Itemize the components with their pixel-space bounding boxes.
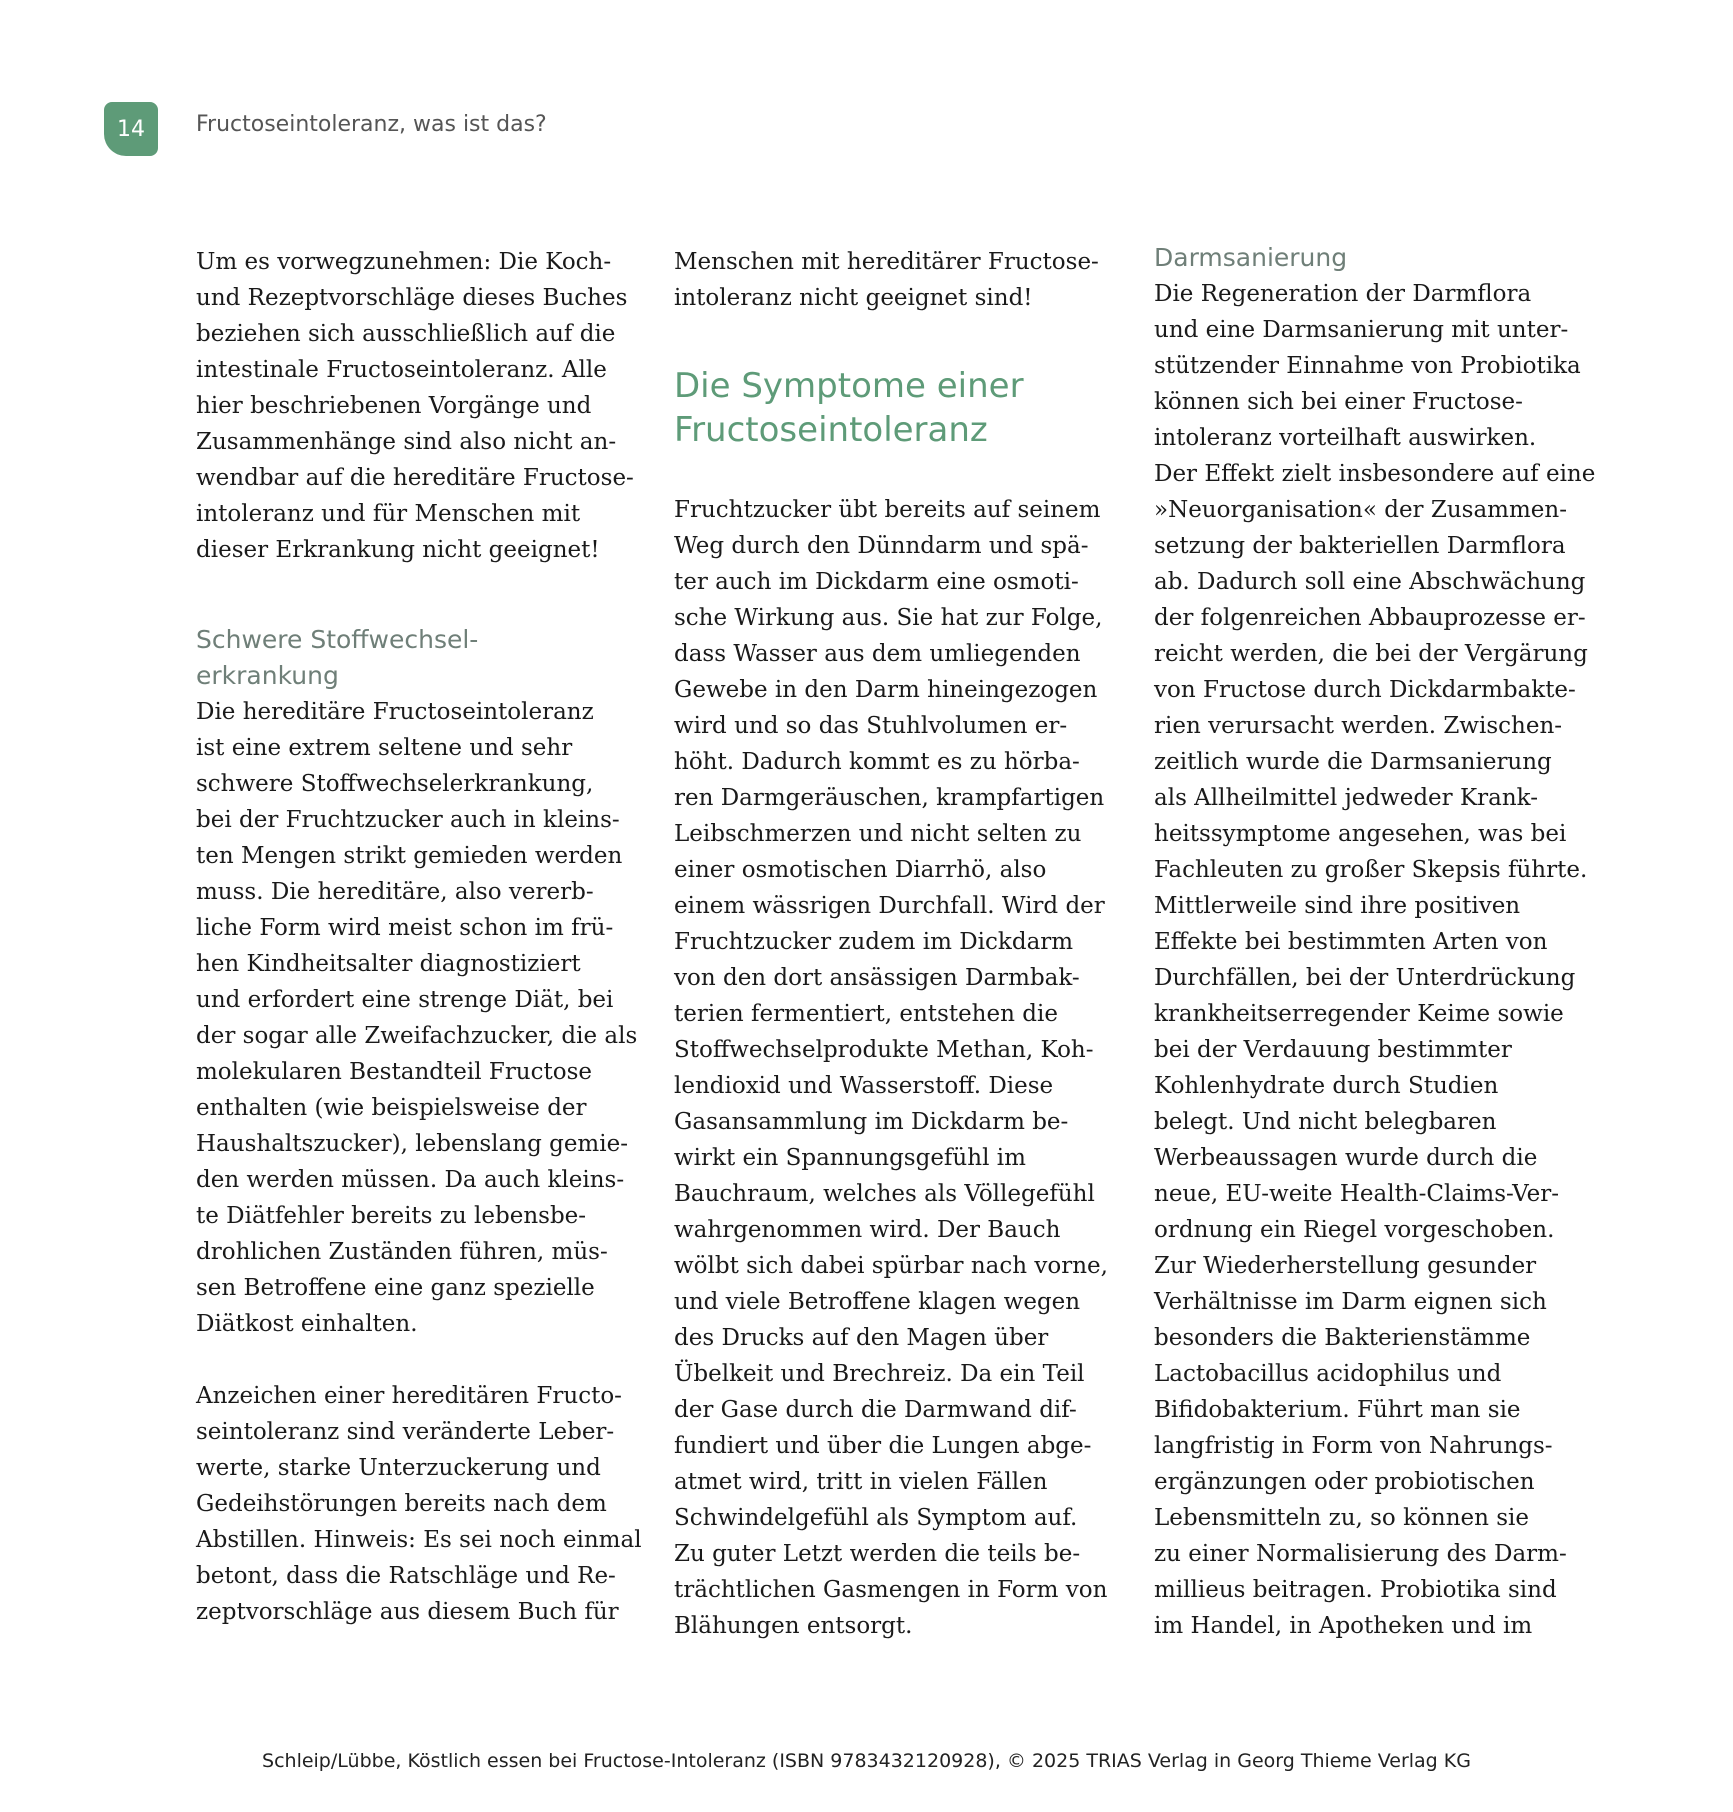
text-line: Übelkeit und Brechreiz. Da ein Teil: [674, 1361, 1085, 1387]
text-line: dieser Erkrankung nicht geeignet!: [196, 537, 600, 563]
text-line: beziehen sich ausschließlich auf die: [196, 321, 616, 347]
text-line: Bifidobakterium. Führt man sie: [1154, 1397, 1521, 1423]
text-line: Fachleuten zu großer Skepsis führte.: [1154, 857, 1588, 883]
text-line: dass Wasser aus dem umliegenden: [674, 641, 1081, 667]
text-line: Menschen mit hereditärer Fructose-: [674, 249, 1099, 275]
text-line: te Diätfehler bereits zu lebensbe-: [196, 1203, 587, 1229]
text-line: Anzeichen einer hereditären Fructo-: [196, 1383, 622, 1409]
running-head: Fructoseintoleranz, was ist das?: [196, 112, 547, 137]
text-line: rien verursacht werden. Zwischen-: [1154, 713, 1563, 739]
text-line: Kohlenhydrate durch Studien: [1154, 1073, 1499, 1099]
page-number: 14: [117, 116, 145, 142]
text-line: ren Darmgeräuschen, krampfartigen: [674, 785, 1105, 811]
symptoms-paragraph: [196, 1378, 642, 1630]
continued-paragraph: [674, 244, 1104, 316]
text-line: werte, starke Unterzuckerung und: [196, 1455, 601, 1481]
text-line: wirkt ein Spannungsgefühl im: [674, 1145, 1026, 1171]
text-line: Die Symptome einer: [674, 366, 1024, 406]
text-line: ter auch im Dickdarm eine osmoti-: [674, 569, 1079, 595]
text-line: bei der Fruchtzucker auch in kleins-: [196, 807, 620, 833]
text-line: Um es vorwegzunehmen: Die Koch-: [196, 249, 612, 275]
hereditary-paragraph: [196, 694, 638, 1342]
text-line: Fructoseintoleranz: [674, 410, 988, 450]
text-line: zeptvorschläge aus diesem Buch für: [196, 1599, 619, 1625]
text-line: intoleranz nicht geeignet sind!: [674, 285, 1033, 311]
text-line: der Gase durch die Darmwand dif-: [674, 1397, 1077, 1423]
text-line: Zusammenhänge sind also nicht an-: [196, 429, 617, 455]
text-line: höht. Dadurch kommt es zu hörba-: [674, 749, 1080, 775]
text-line: krankheitserregender Keime sowie: [1154, 1001, 1564, 1027]
text-line: molekularen Bestandteil Fructose: [196, 1059, 593, 1085]
text-line: und Rezeptvorschläge dieses Buches: [196, 285, 628, 311]
text-line: fundiert und über die Lungen abge-: [674, 1433, 1092, 1459]
text-line: Gasansammlung im Dickdarm be-: [674, 1109, 1069, 1135]
text-line: Zu guter Letzt werden die teils be-: [674, 1541, 1081, 1567]
text-line: und viele Betroffene klagen wegen: [674, 1289, 1081, 1315]
column-3: [1154, 240, 1596, 1644]
text-line: intoleranz vorteilhaft auswirken.: [1154, 425, 1537, 451]
text-line: Schwindelgefühl als Symptom auf.: [674, 1505, 1078, 1531]
text-line: Abstillen. Hinweis: Es sei noch einmal: [196, 1527, 642, 1553]
text-line: Stoffwechselprodukte Methan, Koh-: [674, 1037, 1094, 1063]
text-line: der folgenreichen Abbauprozesse er-: [1154, 605, 1586, 631]
text-line: Zur Wiederherstellung gesunder: [1154, 1253, 1537, 1279]
text-line: Fruchtzucker zudem im Dickdarm: [674, 929, 1074, 955]
text-line: erkrankung: [196, 661, 339, 690]
text-line: intestinale Fructoseintoleranz. Alle: [196, 357, 607, 383]
section-title-symptome: [674, 364, 1104, 452]
text-line: sche Wirkung aus. Sie hat zur Folge,: [674, 605, 1103, 631]
column-1: [196, 244, 642, 1630]
text-line: im Handel, in Apotheken und im: [1154, 1613, 1533, 1639]
text-line: einer osmotischen Diarrhö, also: [674, 857, 1047, 883]
text-line: heitssymptome angesehen, was bei: [1154, 821, 1567, 847]
text-line: wahrgenommen wird. Der Bauch: [674, 1217, 1061, 1243]
text-line: enthalten (wie beispielsweise der: [196, 1095, 587, 1121]
text-line: terien fermentiert, entstehen die: [674, 1001, 1058, 1027]
text-line: wendbar auf die hereditäre Fructose-: [196, 465, 634, 491]
text-line: ordnung ein Riegel vorgeschoben.: [1154, 1217, 1555, 1243]
text-line: schwere Stoffwechselerkrankung,: [196, 771, 594, 797]
text-line: und eine Darmsanierung mit unter-: [1154, 317, 1569, 343]
text-line: Gewebe in den Darm hineingezogen: [674, 677, 1098, 703]
text-line: langfristig in Form von Nahrungs-: [1154, 1433, 1553, 1459]
text-line: Lactobacillus acidophilus und: [1154, 1361, 1502, 1387]
text-line: Weg durch den Dünndarm und spä-: [674, 533, 1089, 559]
text-line: Fruchtzucker übt bereits auf seinem: [674, 497, 1101, 523]
text-line: ergänzungen oder probiotischen: [1154, 1469, 1535, 1495]
text-line: hen Kindheitsalter diagnostiziert: [196, 951, 581, 977]
text-line: Lebensmitteln zu, so können sie: [1154, 1505, 1530, 1531]
text-line: Werbeaussagen wurde durch die: [1154, 1145, 1538, 1171]
text-line: sen Betroffene eine ganz spezielle: [196, 1275, 595, 1301]
text-line: neue, EU-weite Health-Claims-Ver-: [1154, 1181, 1560, 1207]
copyright-footer: Schleip/Lübbe, Köstlich essen bei Fructose-Intoleranz (ISBN 9783432120928), © 2025 TRIAS Verlag in Georg Thieme Verlag KG: [262, 1750, 1471, 1772]
text-line: Verhältnisse im Darm eignen sich: [1154, 1289, 1547, 1315]
text-line: stützender Einnahme von Probiotika: [1154, 353, 1581, 379]
text-line: millieus beitragen. Probiotika sind: [1154, 1577, 1557, 1603]
text-line: von den dort ansässigen Darmbak-: [674, 965, 1080, 991]
subheading-darmsanierung: Darmsanierung: [1154, 243, 1348, 272]
text-line: Die hereditäre Fructoseintoleranz: [196, 699, 594, 725]
symptoms-body: [674, 492, 1108, 1644]
text-line: und erfordert eine strenge Diät, bei: [196, 987, 614, 1013]
text-line: als Allheilmittel jedweder Krank-: [1154, 785, 1538, 811]
darmsanierung-body: [1154, 276, 1596, 1644]
text-line: einem wässrigen Durchfall. Wird der: [674, 893, 1105, 919]
page-number-badge: [104, 102, 158, 156]
text-line: Mittlerweile sind ihre positiven: [1154, 893, 1521, 919]
intro-paragraph: [196, 244, 634, 568]
text-line: intoleranz und für Menschen mit: [196, 501, 581, 527]
text-line: setzung der bakteriellen Darmflora: [1154, 533, 1566, 559]
text-line: ten Mengen strikt gemieden werden: [196, 843, 623, 869]
text-line: Bauchraum, welches als Völlegefühl: [674, 1181, 1095, 1207]
text-line: belegt. Und nicht belegbaren: [1154, 1109, 1497, 1135]
text-line: Gedeihstörungen bereits nach dem: [196, 1491, 607, 1517]
text-line: Durchfällen, bei der Unterdrückung: [1154, 965, 1576, 991]
text-line: zu einer Normalisierung des Darm-: [1154, 1541, 1567, 1567]
text-line: lendioxid und Wasserstoff. Diese: [674, 1073, 1054, 1099]
text-line: betont, dass die Ratschläge und Re-: [196, 1563, 616, 1589]
text-line: Diätkost einhalten.: [196, 1311, 418, 1337]
text-line: ist eine extrem seltene und sehr: [196, 735, 573, 761]
text-line: hier beschriebenen Vorgänge und: [196, 393, 592, 419]
text-line: seintoleranz sind veränderte Leber-: [196, 1419, 615, 1445]
text-line: ab. Dadurch soll eine Abschwächung: [1154, 569, 1586, 595]
text-line: Blähungen entsorgt.: [674, 1613, 913, 1639]
text-line: atmet wird, tritt in vielen Fällen: [674, 1469, 1048, 1495]
text-line: Leibschmerzen und nicht selten zu: [674, 821, 1082, 847]
column-2: [674, 244, 1108, 1644]
text-line: reicht werden, die bei der Vergärung: [1154, 641, 1588, 667]
text-line: »Neuorganisation« der Zusammen-: [1154, 497, 1567, 523]
text-line: wölbt sich dabei spürbar nach vorne,: [674, 1253, 1108, 1279]
text-line: besonders die Bakterienstämme: [1154, 1325, 1531, 1351]
text-line: bei der Verdauung bestimmter: [1154, 1037, 1512, 1063]
text-line: Die Regeneration der Darmflora: [1154, 281, 1532, 307]
subheading-stoffwechselerkrankung: [196, 622, 626, 694]
text-line: trächtlichen Gasmengen in Form von: [674, 1577, 1108, 1603]
text-line: drohlichen Zuständen führen, müs-: [196, 1239, 608, 1265]
text-line: des Drucks auf den Magen über: [674, 1325, 1049, 1351]
text-line: können sich bei einer Fructose-: [1154, 389, 1523, 415]
text-line: Der Effekt zielt insbesondere auf eine: [1154, 461, 1596, 487]
text-line: zeitlich wurde die Darmsanierung: [1154, 749, 1552, 775]
text-line: von Fructose durch Dickdarmbakte-: [1154, 677, 1576, 703]
text-line: Haushaltszucker), lebenslang gemie-: [196, 1131, 628, 1157]
text-line: der sogar alle Zweifachzucker, die als: [196, 1023, 638, 1049]
text-line: wird und so das Stuhlvolumen er-: [674, 713, 1068, 739]
text-line: Schwere Stoffwechsel-: [196, 625, 479, 654]
text-line: liche Form wird meist schon im frü-: [196, 915, 614, 941]
text-line: Effekte bei bestimmten Arten von: [1154, 929, 1548, 955]
text-line: muss. Die hereditäre, also vererb-: [196, 879, 594, 905]
text-line: den werden müssen. Da auch kleins-: [196, 1167, 625, 1193]
